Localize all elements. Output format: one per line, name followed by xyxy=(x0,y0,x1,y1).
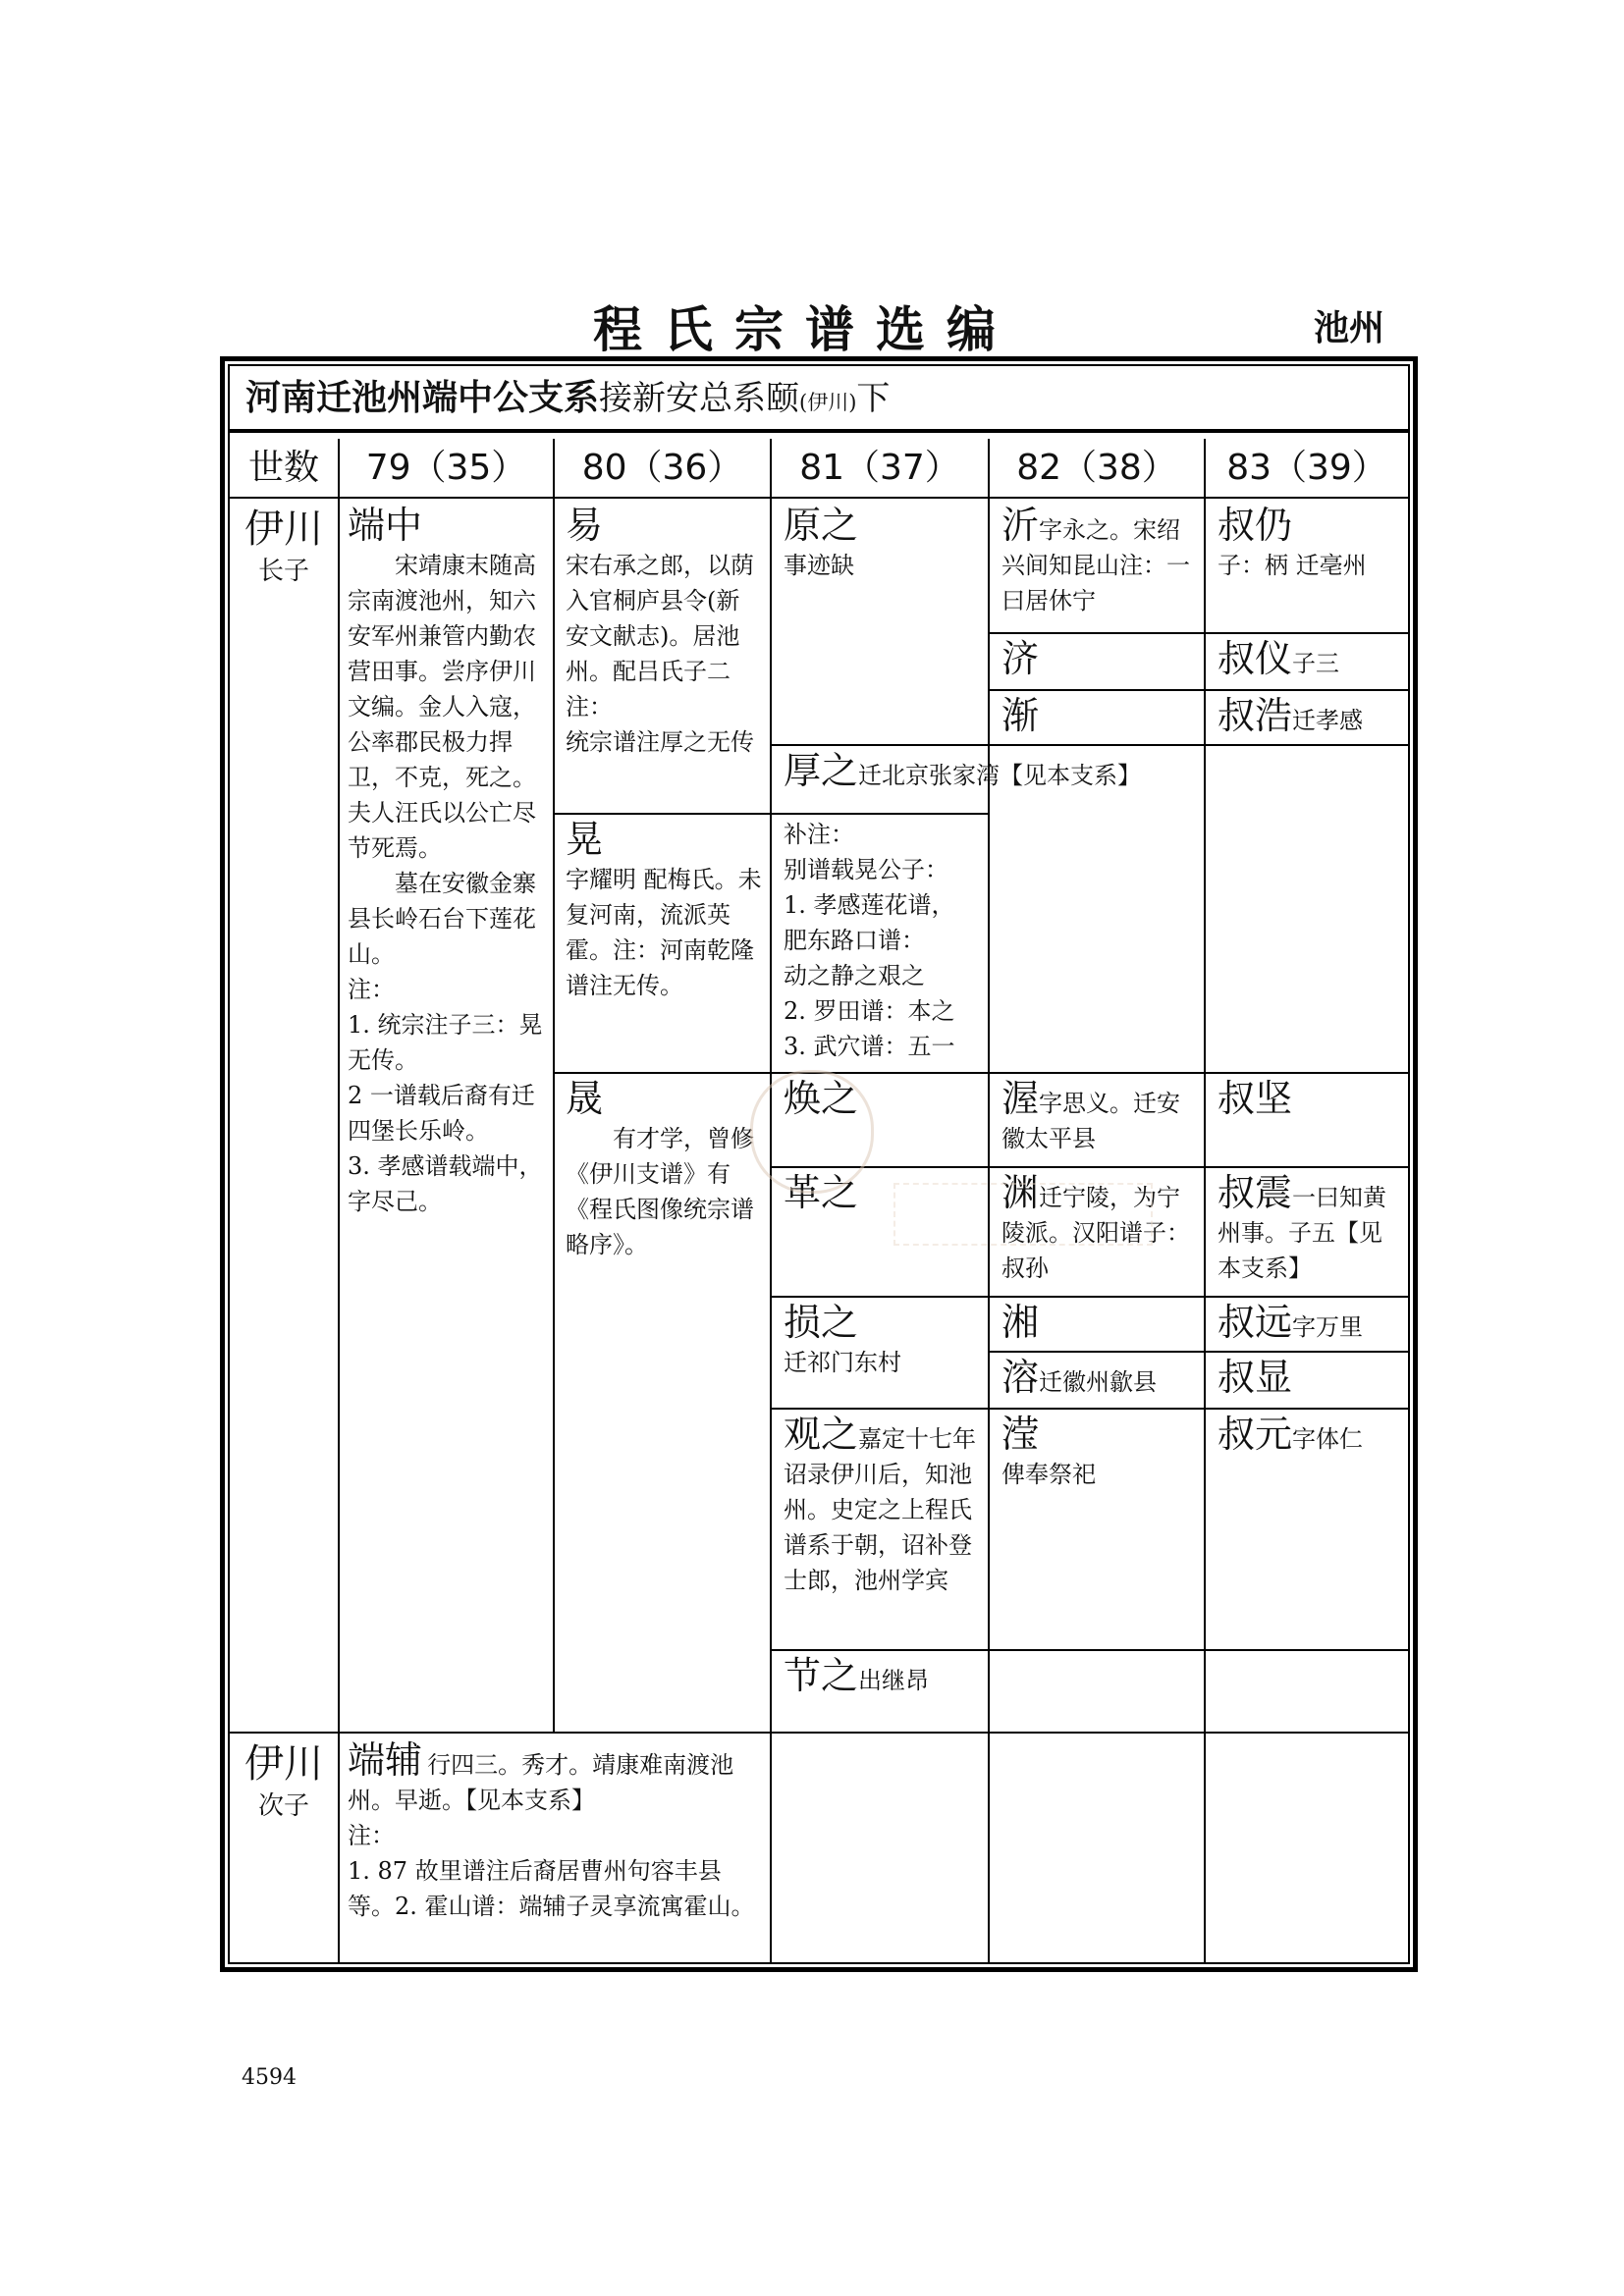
person-name: 叔浩 xyxy=(1218,694,1293,737)
person-name: 叔震 xyxy=(1218,1171,1293,1214)
entry-shuyuan xyxy=(1218,1300,1404,1345)
entry-text: 嘉定十七年诏录伊川后，知池州。史定之上程氏谱系于朝，诏补登士郎，池州学宾 xyxy=(784,1425,977,1594)
vline-5 xyxy=(1204,439,1206,1964)
entry-text: 迁宁陵，为宁陵派。汉阳谱子：叔孙 xyxy=(1001,1184,1190,1282)
entry-text: 字体仁 xyxy=(1292,1425,1364,1453)
entry-head xyxy=(784,1412,980,1598)
entry-text: 有才学，曾修《伊川支谱》有《程氏图像统宗谱略序》。 xyxy=(566,1125,754,1258)
person-name: 济 xyxy=(1001,637,1040,680)
hline-81-f xyxy=(770,1649,1408,1651)
entry-text: 迁祁门东村 xyxy=(784,1349,901,1376)
hline-80-b xyxy=(553,1072,1408,1074)
entry-rong xyxy=(1001,1355,1196,1400)
person-name: 渐 xyxy=(1001,694,1040,737)
entry-head xyxy=(348,1737,760,1818)
note-item: 1. 统宗注子三：晃无传。 xyxy=(348,1011,543,1074)
hline-gen2 xyxy=(230,1732,1408,1734)
person-name: 沂 xyxy=(1001,504,1040,547)
header-generation: 世数 xyxy=(247,448,319,488)
entry-head xyxy=(566,503,762,548)
row-label-yichuan-eldest xyxy=(230,501,338,587)
note-item: 2 一谱载后裔有迁四堡长乐岭。 xyxy=(348,1082,535,1145)
site-watermark xyxy=(893,1183,1153,1246)
person-name: 渥 xyxy=(1001,1077,1040,1120)
entry-text: 字思义。迁安徽太平县 xyxy=(1001,1090,1181,1152)
entry-jiezhi xyxy=(784,1653,980,1698)
entry-text: 子三 xyxy=(1292,650,1340,677)
entry-yuanzhi xyxy=(784,503,980,583)
entry-sunzhi xyxy=(784,1300,980,1380)
person-name: 端辅 xyxy=(348,1738,423,1782)
entry-huang xyxy=(566,817,762,1003)
person-name: 原之 xyxy=(784,504,859,547)
lineage-banner xyxy=(230,366,1408,433)
entry-text: 行四三。秀才。靖康难南渡池州。早逝。【见本支系】 xyxy=(348,1751,734,1814)
entry-head xyxy=(1218,1170,1404,1286)
hline-81-a xyxy=(770,744,1408,746)
vline-1 xyxy=(338,439,340,1964)
entry-sheng xyxy=(566,1076,762,1262)
entry-shuyi xyxy=(1218,636,1404,681)
entry-duanzhong xyxy=(348,503,546,1219)
region-label: 池州 xyxy=(1314,307,1385,348)
entry-yi-82 xyxy=(1001,503,1196,618)
note-label: 注： xyxy=(348,976,395,1003)
hline-81-c xyxy=(770,1166,1408,1168)
note-item: 2. 罗田谱：本之 xyxy=(784,997,955,1025)
entry-text: 子：柄 迁亳州 xyxy=(1218,552,1367,579)
hline-81-d xyxy=(770,1296,1408,1298)
hline-81-e xyxy=(770,1408,1408,1410)
person-name: 厚之 xyxy=(784,749,859,792)
entry-shujian xyxy=(1218,1076,1404,1121)
vline-3 xyxy=(770,439,772,1964)
person-name: 溶 xyxy=(1001,1356,1040,1399)
entry-head xyxy=(1001,1076,1196,1156)
person-name: 损之 xyxy=(784,1301,859,1344)
entry-ji xyxy=(1001,636,1196,681)
person-name: 叔元 xyxy=(1218,1413,1293,1456)
banner-rest: 接新安总系颐 xyxy=(599,379,800,418)
row-label-main: 伊川 xyxy=(244,507,323,552)
hline-82-a xyxy=(988,632,1408,634)
seal-watermark xyxy=(750,1070,874,1194)
header-80: 80（36） xyxy=(581,448,743,488)
person-name: 叔坚 xyxy=(1218,1077,1293,1120)
person-name: 端中 xyxy=(348,504,423,547)
entry-text: 宋靖康末随高宗南渡池州，知六安军州兼管内勤农营田事。尝序伊川文编。金人入寇，公率郡民极力捍卫，不克，死之。夫人汪氏以公亡尽节死焉。 xyxy=(348,552,536,862)
banner-main: 河南迁池州端中公支系 xyxy=(245,377,600,418)
entry-wo xyxy=(1001,1076,1196,1156)
entry-head xyxy=(1001,503,1196,618)
note-label: 补注： xyxy=(784,821,854,848)
note-item: 3. 孝感谱载端中，字尽己。 xyxy=(348,1152,543,1215)
note-label: 注： xyxy=(566,693,613,721)
person-name: 晟 xyxy=(566,1077,604,1120)
entry-shuzhen xyxy=(1218,1170,1404,1286)
person-name: 叔仪 xyxy=(1218,637,1293,680)
person-name: 焕之 xyxy=(784,1077,859,1120)
person-name: 观之 xyxy=(784,1413,859,1456)
person-name: 易 xyxy=(566,504,604,547)
hline-82-b xyxy=(988,689,1408,691)
hline-80-a xyxy=(553,813,770,815)
entry-text: 俾奉祭祀 xyxy=(1001,1461,1096,1488)
note-item: 1. 87 故里谱注后裔居曹州句容丰县等。2. 霍山谱：端辅子灵享流寓霍山。 xyxy=(348,1857,755,1920)
person-name: 晃 xyxy=(566,818,604,861)
entry-yi xyxy=(566,503,762,760)
note-item: 3. 武穴谱：五一 xyxy=(784,1033,955,1060)
row-label-main: 伊川 xyxy=(244,1741,323,1787)
header-83: 83（39） xyxy=(1226,448,1387,488)
entry-shuxian xyxy=(1218,1355,1404,1400)
note-item: 肥东路口谱： xyxy=(784,927,925,954)
entry-text: 字永之。宋绍兴间知昆山注：一曰居休宁 xyxy=(1001,516,1190,614)
person-name: 渊 xyxy=(1001,1171,1040,1214)
entry-text: 迁徽州歙县 xyxy=(1039,1368,1158,1396)
note-label: 注： xyxy=(348,1822,395,1849)
person-name: 叔远 xyxy=(1218,1301,1293,1344)
entry-text: 迁孝感 xyxy=(1292,707,1364,734)
header-81: 81（37） xyxy=(799,448,960,488)
entry-jian xyxy=(1001,693,1196,738)
entry-shuhao xyxy=(1218,693,1404,738)
person-name: 叔仍 xyxy=(1218,504,1293,547)
page-title: 程氏宗谱选编 xyxy=(593,300,1017,358)
note-item: 1. 孝感莲花谱， xyxy=(784,891,955,919)
banner-tail: 下 xyxy=(856,379,891,418)
entry-xiang xyxy=(1001,1300,1196,1345)
entry-text: 宋右承之郎，以荫入官桐庐县令(新安文献志)。居池州。配吕氏子二 xyxy=(566,552,754,685)
row-label-yichuan-second xyxy=(230,1735,338,1822)
person-name: 滢 xyxy=(1001,1413,1040,1456)
entry-text: 一曰知黄州事。子五【见本支系】 xyxy=(1218,1184,1387,1282)
entry-text: 字耀明 配梅氏。未复河南，流派英霍。注：河南乾隆谱注无传。 xyxy=(566,866,762,999)
hline-81-b xyxy=(770,813,988,815)
entry-guanzhi xyxy=(784,1412,980,1598)
entry-shureng xyxy=(1218,503,1404,583)
header-82: 82（38） xyxy=(1016,448,1177,488)
entry-shuyuan2 xyxy=(1218,1412,1404,1457)
entry-text: 迁北京张家湾【见本支系】 xyxy=(858,762,1142,789)
row-label-sub: 次子 xyxy=(257,1791,309,1821)
hline-82-c xyxy=(988,1351,1408,1353)
page-number: 4594 xyxy=(242,2065,297,2090)
entry-text: 事迹缺 xyxy=(784,552,854,579)
note-item: 动之静之艰之 xyxy=(784,962,925,989)
note-item: 别谱载晃公子： xyxy=(784,856,948,883)
vline-2 xyxy=(553,439,555,1733)
person-name: 湘 xyxy=(1001,1301,1040,1344)
banner-small: (伊川) xyxy=(799,391,857,414)
header-79: 79（35） xyxy=(365,448,527,488)
person-name: 节之 xyxy=(784,1654,859,1697)
entry-buzhu xyxy=(784,817,980,1064)
entry-text: 出继昂 xyxy=(858,1667,930,1694)
entry-duanfu xyxy=(348,1737,760,1924)
entry-text: 墓在安徽金寨县长岭石台下莲花山。 xyxy=(348,870,536,968)
entry-ying xyxy=(1001,1412,1196,1492)
entry-text: 统宗谱注厚之无传 xyxy=(566,728,754,756)
entry-houzhi xyxy=(784,748,1216,793)
row-label-sub: 长子 xyxy=(257,557,309,586)
entry-text: 字万里 xyxy=(1292,1313,1364,1341)
person-name: 革之 xyxy=(784,1171,859,1214)
person-name: 叔显 xyxy=(1218,1356,1293,1399)
